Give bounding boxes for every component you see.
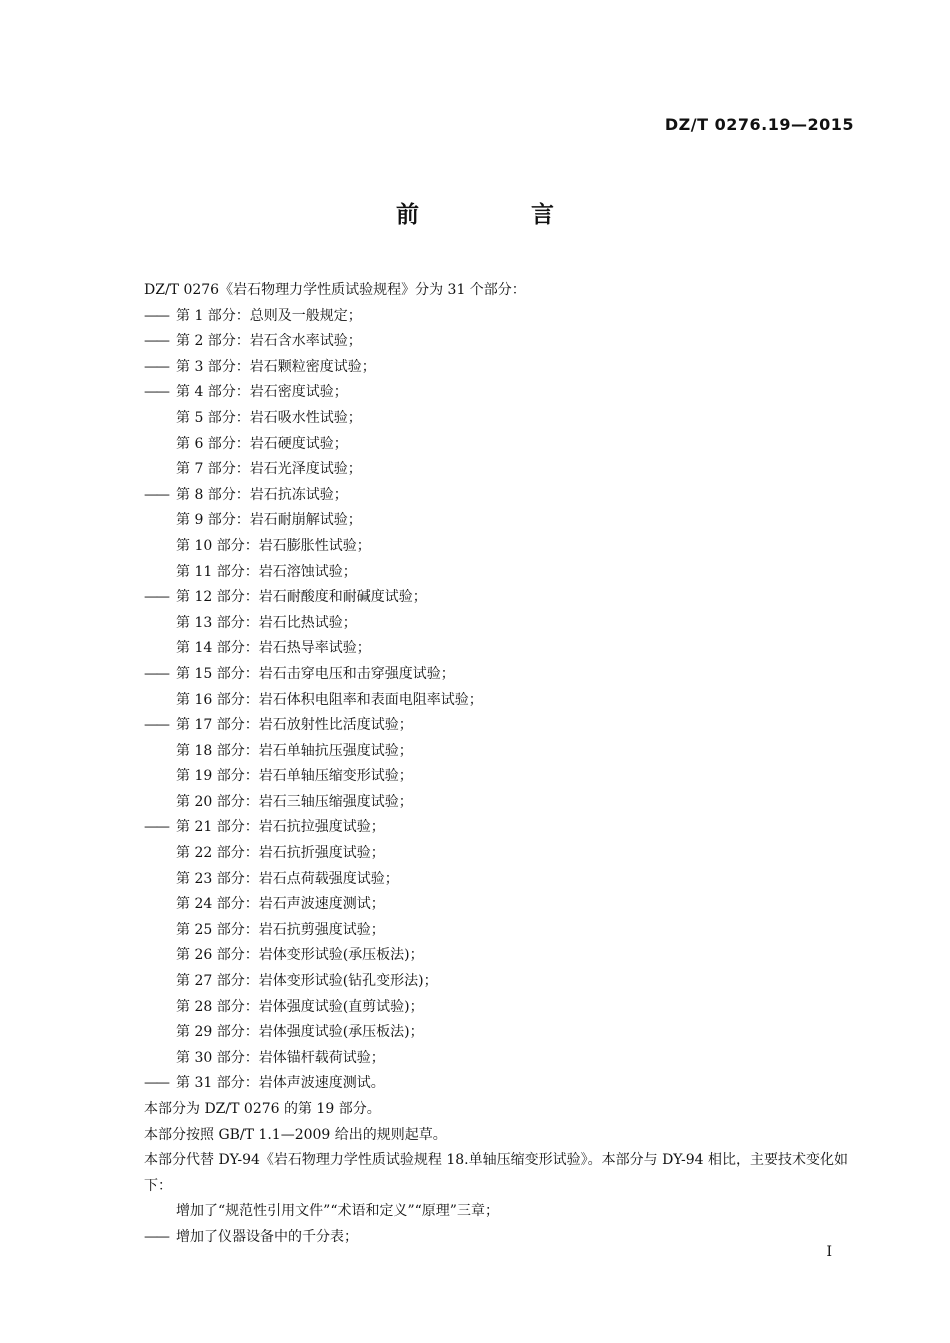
list-item-text: 第 7 部分：岩石光泽度试验； (176, 461, 362, 478)
list-dash: —— (144, 384, 168, 401)
list-dash: —— (144, 358, 168, 375)
list-item-text: 第 9 部分：岩石耐崩解试验； (176, 512, 362, 529)
part-item (112, 995, 872, 1021)
list-item-text: 第 28 部分：岩体强度试验(直剪试验)； (176, 998, 424, 1015)
list-item-text: 第 24 部分：岩石声波速度测试； (176, 896, 385, 913)
list-item-text: 第 3 部分：岩石颗粒密度试验； (176, 358, 376, 375)
list-item-text: 第 23 部分：岩石点荷载强度试验； (176, 870, 399, 887)
document-code: DZ/T 0276.19—2015 (664, 115, 854, 134)
list-dash: —— (144, 333, 168, 350)
list-item-text: 第 17 部分：岩石放射性比活度试验； (176, 717, 413, 734)
part-item (112, 662, 872, 688)
part-item (112, 560, 872, 586)
list-dash: —— (144, 819, 168, 836)
list-item-text: 第 22 部分：岩石抗折强度试验； (176, 845, 385, 862)
list-item-text: 第 2 部分：岩石含水率试验； (176, 333, 362, 350)
part-item (112, 892, 872, 918)
part-item (112, 815, 872, 841)
list-item-text: 第 15 部分：岩石击穿电压和击穿强度试验； (176, 665, 455, 682)
part-item (112, 329, 872, 355)
paragraph-replacement-text: 本部分代替 DY-94《岩石物理力学性质试验规程 18.单轴压缩变形试验》。本部分与 DY-94 相比，主要技术变化如下： (144, 1152, 849, 1194)
part-item (112, 790, 872, 816)
part-item (112, 534, 872, 560)
list-item-text: 第 16 部分：岩石体积电阻率和表面电阻率试验； (176, 691, 483, 708)
list-item-text: 第 21 部分：岩石抗拉强度试验； (176, 819, 385, 836)
list-item-text: 第 1 部分：总则及一般规定； (176, 307, 362, 324)
part-item (112, 918, 872, 944)
list-dash: —— (144, 589, 168, 606)
intro-paragraph: DZ/T 0276《岩石物理力学性质试验规程》分为 31 个部分： (144, 282, 526, 298)
list-item-text: 第 10 部分：岩石膨胀性试验； (176, 537, 371, 554)
paragraph-replacement (112, 1148, 872, 1199)
list-dash: —— (144, 1075, 168, 1092)
page-title: 前 言 (395, 202, 606, 228)
list-item-text: 第 26 部分：岩体变形试验(承压板法)； (176, 947, 424, 964)
document-body (112, 278, 872, 1251)
part-item (112, 406, 872, 432)
list-item-text: 第 29 部分：岩体强度试验(承压板法)； (176, 1024, 424, 1041)
list-item-text: 第 12 部分：岩石耐酸度和耐碱度试验； (176, 589, 427, 606)
list-dash: —— (144, 486, 168, 503)
list-item-text: 第 31 部分：岩体声波速度测试。 (176, 1075, 385, 1092)
list-item-text: 第 25 部分：岩石抗剪强度试验； (176, 921, 385, 938)
part-item (112, 457, 872, 483)
list-dash: —— (144, 665, 168, 682)
part-item (112, 611, 872, 637)
list-dash: —— (144, 307, 168, 324)
list-item-text: 第 4 部分：岩石密度试验； (176, 384, 348, 401)
list-item-text: 第 6 部分：岩石硬度试验； (176, 435, 348, 452)
part-item (112, 508, 872, 534)
part-item (112, 636, 872, 662)
part-item (112, 688, 872, 714)
list-item-text: 第 27 部分：岩体变形试验(钻孔变形法)； (176, 973, 438, 990)
list-item-text: 增加了仪器设备中的千分表； (176, 1228, 358, 1245)
part-item (112, 585, 872, 611)
part-item (112, 739, 872, 765)
parts-list (112, 304, 872, 1097)
list-item-text: 第 11 部分：岩石溶蚀试验； (176, 563, 357, 580)
paragraph-part-number: 本部分为 DZ/T 0276 的第 19 部分。 (144, 1101, 381, 1117)
list-dash: —— (144, 717, 168, 734)
part-item (112, 355, 872, 381)
page-number: I (826, 1244, 832, 1260)
part-item (112, 432, 872, 458)
part-item (112, 1046, 872, 1072)
part-item (112, 713, 872, 739)
part-item (112, 969, 872, 995)
list-item-text: 第 19 部分：岩石单轴压缩变形试验； (176, 768, 413, 785)
change-item (112, 1199, 872, 1225)
part-item (112, 867, 872, 893)
paragraph-drafting-rules: 本部分按照 GB/T 1.1—2009 给出的规则起草。 (144, 1126, 447, 1143)
part-item (112, 841, 872, 867)
list-item-text: 第 18 部分：岩石单轴抗压强度试验； (176, 742, 413, 759)
list-item-text: 第 14 部分：岩石热导率试验； (176, 640, 371, 657)
list-item-text: 第 30 部分：岩体锚杆载荷试验； (176, 1049, 385, 1066)
list-item-text: 第 13 部分：岩石比热试验； (176, 614, 357, 631)
part-item (112, 764, 872, 790)
list-item-text: 第 20 部分：岩石三轴压缩强度试验； (176, 793, 413, 810)
changes-list (112, 1199, 872, 1250)
list-item-text: 第 5 部分：岩石吸水性试验； (176, 409, 362, 426)
part-item (112, 380, 872, 406)
part-item (112, 1020, 872, 1046)
part-item (112, 1071, 872, 1097)
list-item-text: 第 8 部分：岩石抗冻试验； (176, 486, 348, 503)
list-dash: —— (144, 1228, 168, 1245)
list-item-text: 增加了“规范性引用文件”“术语和定义”“原理”三章； (176, 1203, 499, 1220)
part-item (112, 304, 872, 330)
part-item (112, 483, 872, 509)
part-item (112, 943, 872, 969)
change-item (112, 1225, 872, 1251)
